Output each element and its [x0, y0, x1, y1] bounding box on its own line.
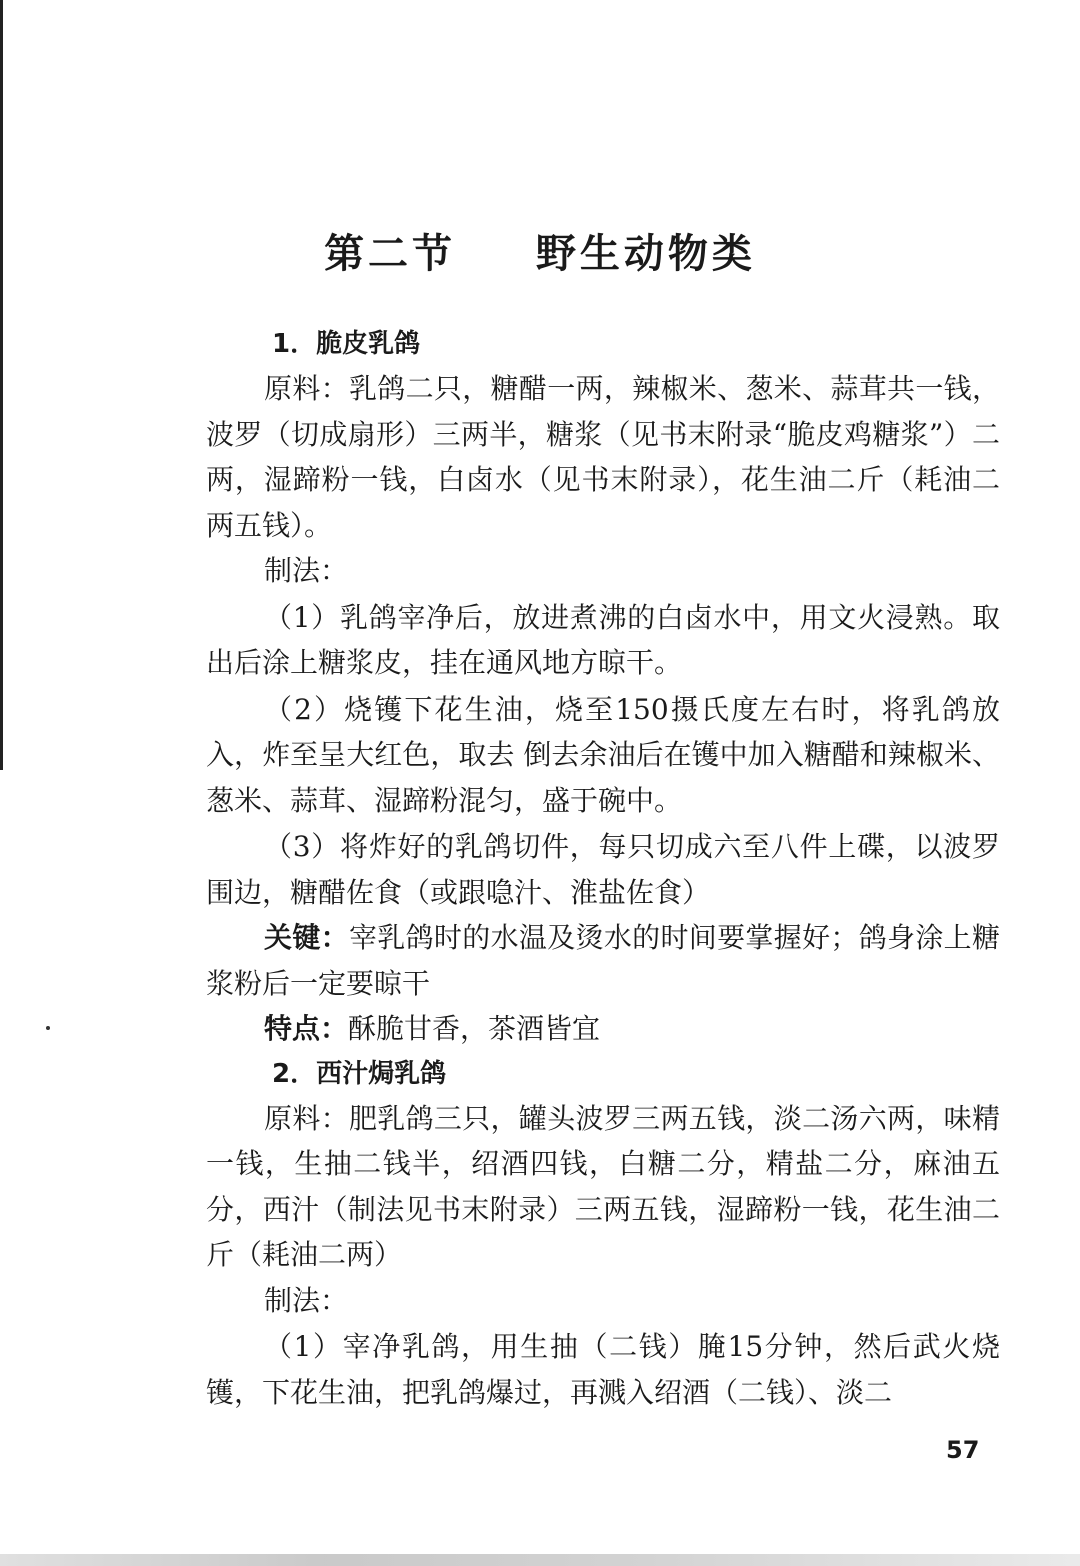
- recipe-2-method-label: 制法：: [264, 1283, 349, 1317]
- scan-speck: [46, 1026, 50, 1030]
- recipe-1-method-label: 制法：: [264, 554, 349, 587]
- feature-label: 特点：: [264, 1012, 349, 1045]
- recipe-1-key-points: [206, 915, 1000, 1006]
- recipe-1-ingredients: 原料：乳鸽二只，糖醋一两，辣椒米、葱米、蒜茸共一钱，波罗（切成扇形）三两半，糖浆（见书末附录“脆皮鸡糖浆”）二两，湿蹄粉一钱，白卤水（见书末附录），花生油二斤（耗油二两五钱）。: [206, 372, 1000, 542]
- key-label: 关键：: [264, 921, 349, 954]
- scan-bottom-edge: [0, 1554, 1080, 1566]
- recipe-2-ingredients: 原料：肥乳鸽三只，罐头波罗三两五钱，淡二汤六两，味精一钱，生抽二钱半，绍酒四钱，白糖二分，精盐二分，麻油五分，西汁（制法见书末附录）三两五钱，湿蹄粉一钱，花生油二斤（耗油二两）: [206, 1101, 1000, 1271]
- section-title: 第二节 野生动物类: [324, 230, 756, 277]
- recipe-1-heading: 1．脆皮乳鸽: [272, 329, 421, 359]
- recipe-1-step-2: （2）烧镬下花生油，烧至150摄氏度左右时，将乳鸽放入，炸至呈大红色，取去 倒去余油后在镬中加入糖醋和辣椒米、葱米、蒜茸、湿蹄粉混匀，盛于碗中。: [206, 692, 1000, 817]
- page-content: [206, 322, 1000, 1415]
- feature-text: 酥脆甘香，茶酒皆宜: [348, 1012, 601, 1045]
- recipe-2-heading: 2．西汁焗乳鸽: [272, 1058, 447, 1089]
- key-text: 宰乳鸽时的水温及烫水的时间要掌握好；鸽身涂上糖浆粉后一定要晾干: [206, 921, 1000, 1000]
- scan-margin-line: [0, 0, 3, 770]
- page-number: 57: [946, 1436, 980, 1464]
- recipe-1-step-3: （3）将炸好的乳鸽切件，每只切成六至八件上碟，以波罗围边，糖醋佐食（或跟喼汁、淮盐佐食）: [206, 830, 1000, 909]
- recipe-1-features: [206, 1006, 1000, 1052]
- recipe-1-step-1: （1）乳鸽宰净后，放进煮沸的白卤水中，用文火浸熟。取出后涂上糖浆皮，挂在通风地方晾干。: [206, 600, 1000, 679]
- recipe-2-step-1: （1）宰净乳鸽，用生抽（二钱）腌15分钟，然后武火烧镬，下花生油，把乳鸽爆过，再溅入绍酒（二钱）、淡二: [206, 1330, 1000, 1409]
